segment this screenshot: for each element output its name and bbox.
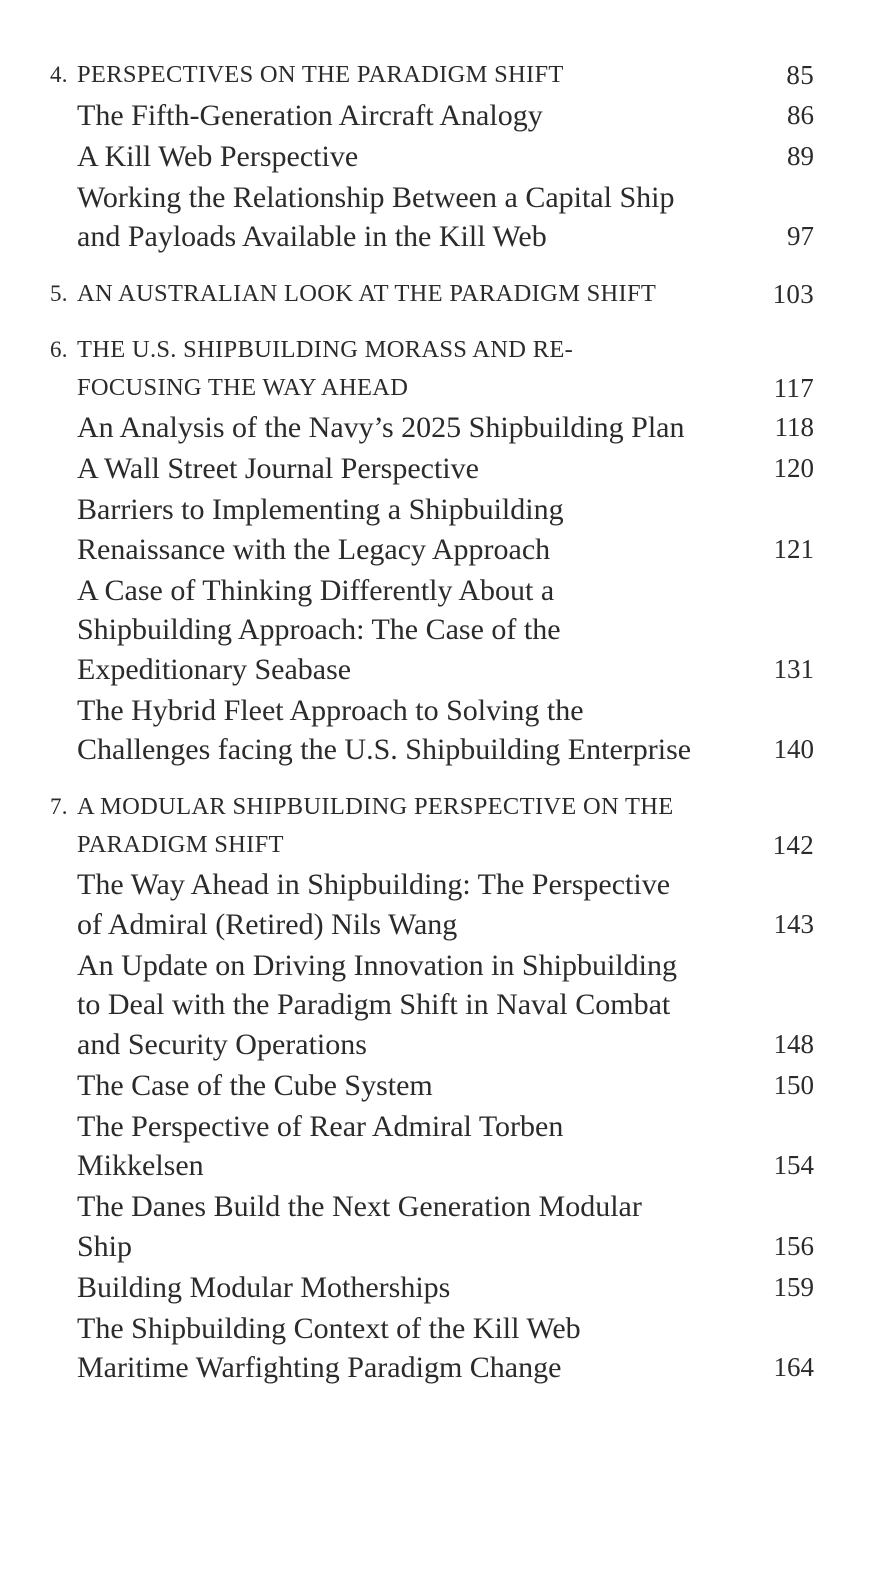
page-number: 89 xyxy=(787,140,814,171)
section-entry xyxy=(50,865,814,944)
page-number: 131 xyxy=(773,653,814,684)
chapter-title: PERSPECTIVES ON THE PARADIGM SHIFT xyxy=(77,61,564,88)
section-entry xyxy=(50,408,814,448)
chapter-heading xyxy=(50,275,814,313)
page-number: 156 xyxy=(773,1230,814,1261)
chapter-number: 5. xyxy=(50,280,68,306)
page-number: 121 xyxy=(773,533,814,564)
section-title: An Update on Driving Innovation in Shipbuilding to Deal with the Paradigm Shift in Naval Combat and Security Operations xyxy=(77,948,677,1061)
section-title: The Hybrid Fleet Approach to Solving the Challenges facing the U.S. Shipbuilding Enterprise xyxy=(77,693,692,766)
page-number: 150 xyxy=(773,1069,814,1100)
page-number: 148 xyxy=(773,1028,814,1059)
chapter-heading xyxy=(50,331,814,407)
page-number: 86 xyxy=(787,99,814,130)
page-number: 85 xyxy=(786,60,814,90)
section-entry xyxy=(50,1066,814,1106)
page-number: 140 xyxy=(773,734,814,764)
section-entry xyxy=(50,691,814,770)
section-title: The Perspective of Rear Admiral Torben Mikkelsen xyxy=(77,1109,564,1182)
chapter-heading xyxy=(50,788,814,864)
table-of-contents xyxy=(50,56,814,1388)
page-number: 154 xyxy=(773,1150,814,1180)
section-title: The Way Ahead in Shipbuilding: The Perspective of Admiral (Retired) Nils Wang xyxy=(77,868,671,941)
section-title: A Kill Web Perspective xyxy=(77,139,359,173)
section-entry xyxy=(50,490,814,569)
section-title: Working the Relationship Between a Capital Ship and Payloads Available in the Kill Web xyxy=(77,180,675,253)
page-number: 120 xyxy=(773,453,814,483)
chapter-heading xyxy=(50,56,814,94)
section-entry xyxy=(50,1309,814,1388)
page-number: 117 xyxy=(773,372,814,403)
section-title: The Case of the Cube System xyxy=(77,1068,433,1102)
chapter-title: A MODULAR SHIPBUILDING PERSPECTIVE ON THE PARADIGM SHIFT xyxy=(77,792,674,858)
chapter-number: 4. xyxy=(50,62,68,87)
page-number: 118 xyxy=(774,412,814,442)
section-title: The Fifth-Generation Aircraft Analogy xyxy=(77,98,543,132)
page-number: 159 xyxy=(773,1271,814,1302)
chapter xyxy=(50,275,814,313)
section-entry xyxy=(50,946,814,1065)
page-number: 143 xyxy=(773,908,814,939)
section-entry xyxy=(50,96,814,136)
section-title: The Shipbuilding Context of the Kill Web Maritime Warfighting Paradigm Change xyxy=(77,1311,581,1384)
section-entry xyxy=(50,571,814,690)
section-title: Barriers to Implementing a Shipbuilding Renaissance with the Legacy Approach xyxy=(77,493,564,566)
section-title: A Case of Thinking Differently About a Shipbuilding Approach: The Case of the Expeditionary Seabase xyxy=(77,573,561,686)
section-entry xyxy=(50,137,814,177)
chapter xyxy=(50,331,814,770)
chapter-title: AN AUSTRALIAN LOOK AT THE PARADIGM SHIFT xyxy=(77,279,657,307)
chapter xyxy=(50,56,814,257)
section-title: An Analysis of the Navy’s 2025 Shipbuilding Plan xyxy=(77,411,685,444)
section-title: Building Modular Motherships xyxy=(77,1270,451,1304)
page-number: 164 xyxy=(773,1352,814,1382)
section-entry xyxy=(50,449,814,489)
page-number: 97 xyxy=(787,221,814,251)
section-entry xyxy=(50,1107,814,1186)
page-number: 103 xyxy=(772,278,814,309)
chapter-number: 6. xyxy=(50,336,68,362)
section-entry xyxy=(50,1268,814,1308)
section-title: The Danes Build the Next Generation Modular Ship xyxy=(77,1190,642,1263)
section-entry xyxy=(50,1187,814,1266)
chapter xyxy=(50,788,814,1388)
section-title: A Wall Street Journal Perspective xyxy=(77,452,479,485)
chapter-number: 7. xyxy=(50,793,68,819)
section-entry xyxy=(50,178,814,257)
page-number: 142 xyxy=(772,829,814,860)
chapter-title: THE U.S. SHIPBUILDING MORASS AND RE-FOCUSING THE WAY AHEAD xyxy=(77,335,574,401)
